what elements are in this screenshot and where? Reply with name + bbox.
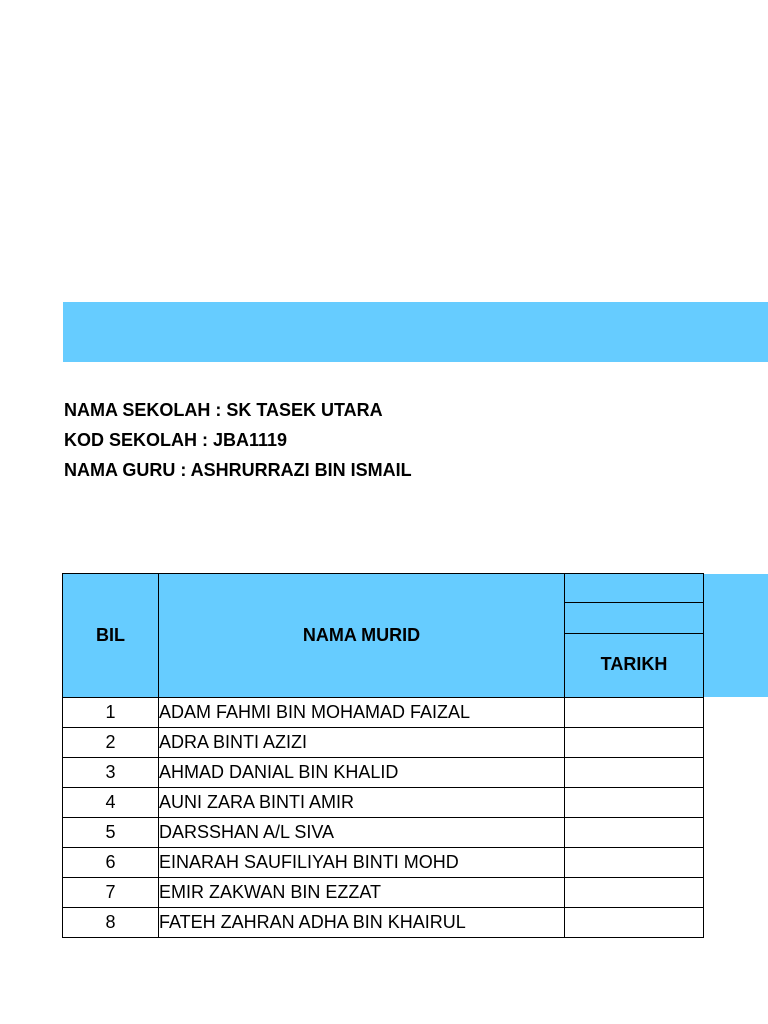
school-name-line: NAMA SEKOLAH : SK TASEK UTARA	[64, 400, 383, 420]
table-row	[63, 698, 704, 728]
student-register-table	[62, 573, 704, 938]
table-row	[63, 788, 704, 818]
student-name-cell: EMIR ZAKWAN BIN EZZAT	[159, 878, 565, 908]
table-row	[63, 848, 704, 878]
date-cell[interactable]	[565, 818, 704, 848]
student-name-cell: FATEH ZAHRAN ADHA BIN KHAIRUL	[159, 908, 565, 938]
student-name-cell: DARSSHAN A/L SIVA	[159, 818, 565, 848]
date-subcell-middle	[565, 603, 703, 634]
date-subcell-top	[565, 574, 703, 603]
student-name-header: NAMA MURID	[159, 574, 565, 698]
student-name-cell: AHMAD DANIAL BIN KHALID	[159, 758, 565, 788]
teacher-name-line: NAMA GURU : ASHRURRAZI BIN ISMAIL	[64, 460, 412, 480]
title-band	[63, 302, 768, 362]
date-cell[interactable]	[565, 848, 704, 878]
student-name-cell: AUNI ZARA BINTI AMIR	[159, 788, 565, 818]
row-number-cell: 3	[63, 758, 159, 788]
date-cell[interactable]	[565, 728, 704, 758]
table-header-row	[63, 574, 704, 698]
date-cell[interactable]	[565, 878, 704, 908]
row-number-cell: 1	[63, 698, 159, 728]
student-name-cell: ADRA BINTI AZIZI	[159, 728, 565, 758]
date-cell[interactable]	[565, 698, 704, 728]
row-number-cell: 6	[63, 848, 159, 878]
table-row	[63, 878, 704, 908]
date-header-label: TARIKH	[600, 654, 668, 674]
table-row	[63, 818, 704, 848]
header-extension-band	[702, 574, 768, 697]
row-number-cell: 5	[63, 818, 159, 848]
student-name-cell: EINARAH SAUFILIYAH BINTI MOHD	[159, 848, 565, 878]
row-number-cell: 7	[63, 878, 159, 908]
table-row	[63, 758, 704, 788]
date-cell[interactable]	[565, 758, 704, 788]
school-info-block	[64, 395, 412, 485]
row-number-cell: 8	[63, 908, 159, 938]
date-cell[interactable]	[565, 788, 704, 818]
date-cell[interactable]	[565, 908, 704, 938]
table-body	[63, 698, 704, 938]
row-number-cell: 4	[63, 788, 159, 818]
date-header	[565, 574, 704, 698]
bil-header: BIL	[63, 574, 159, 698]
row-number-cell: 2	[63, 728, 159, 758]
table-row	[63, 908, 704, 938]
school-code-line: KOD SEKOLAH : JBA1119	[64, 430, 288, 450]
table-row	[63, 728, 704, 758]
student-name-cell: ADAM FAHMI BIN MOHAMAD FAIZAL	[159, 698, 565, 728]
